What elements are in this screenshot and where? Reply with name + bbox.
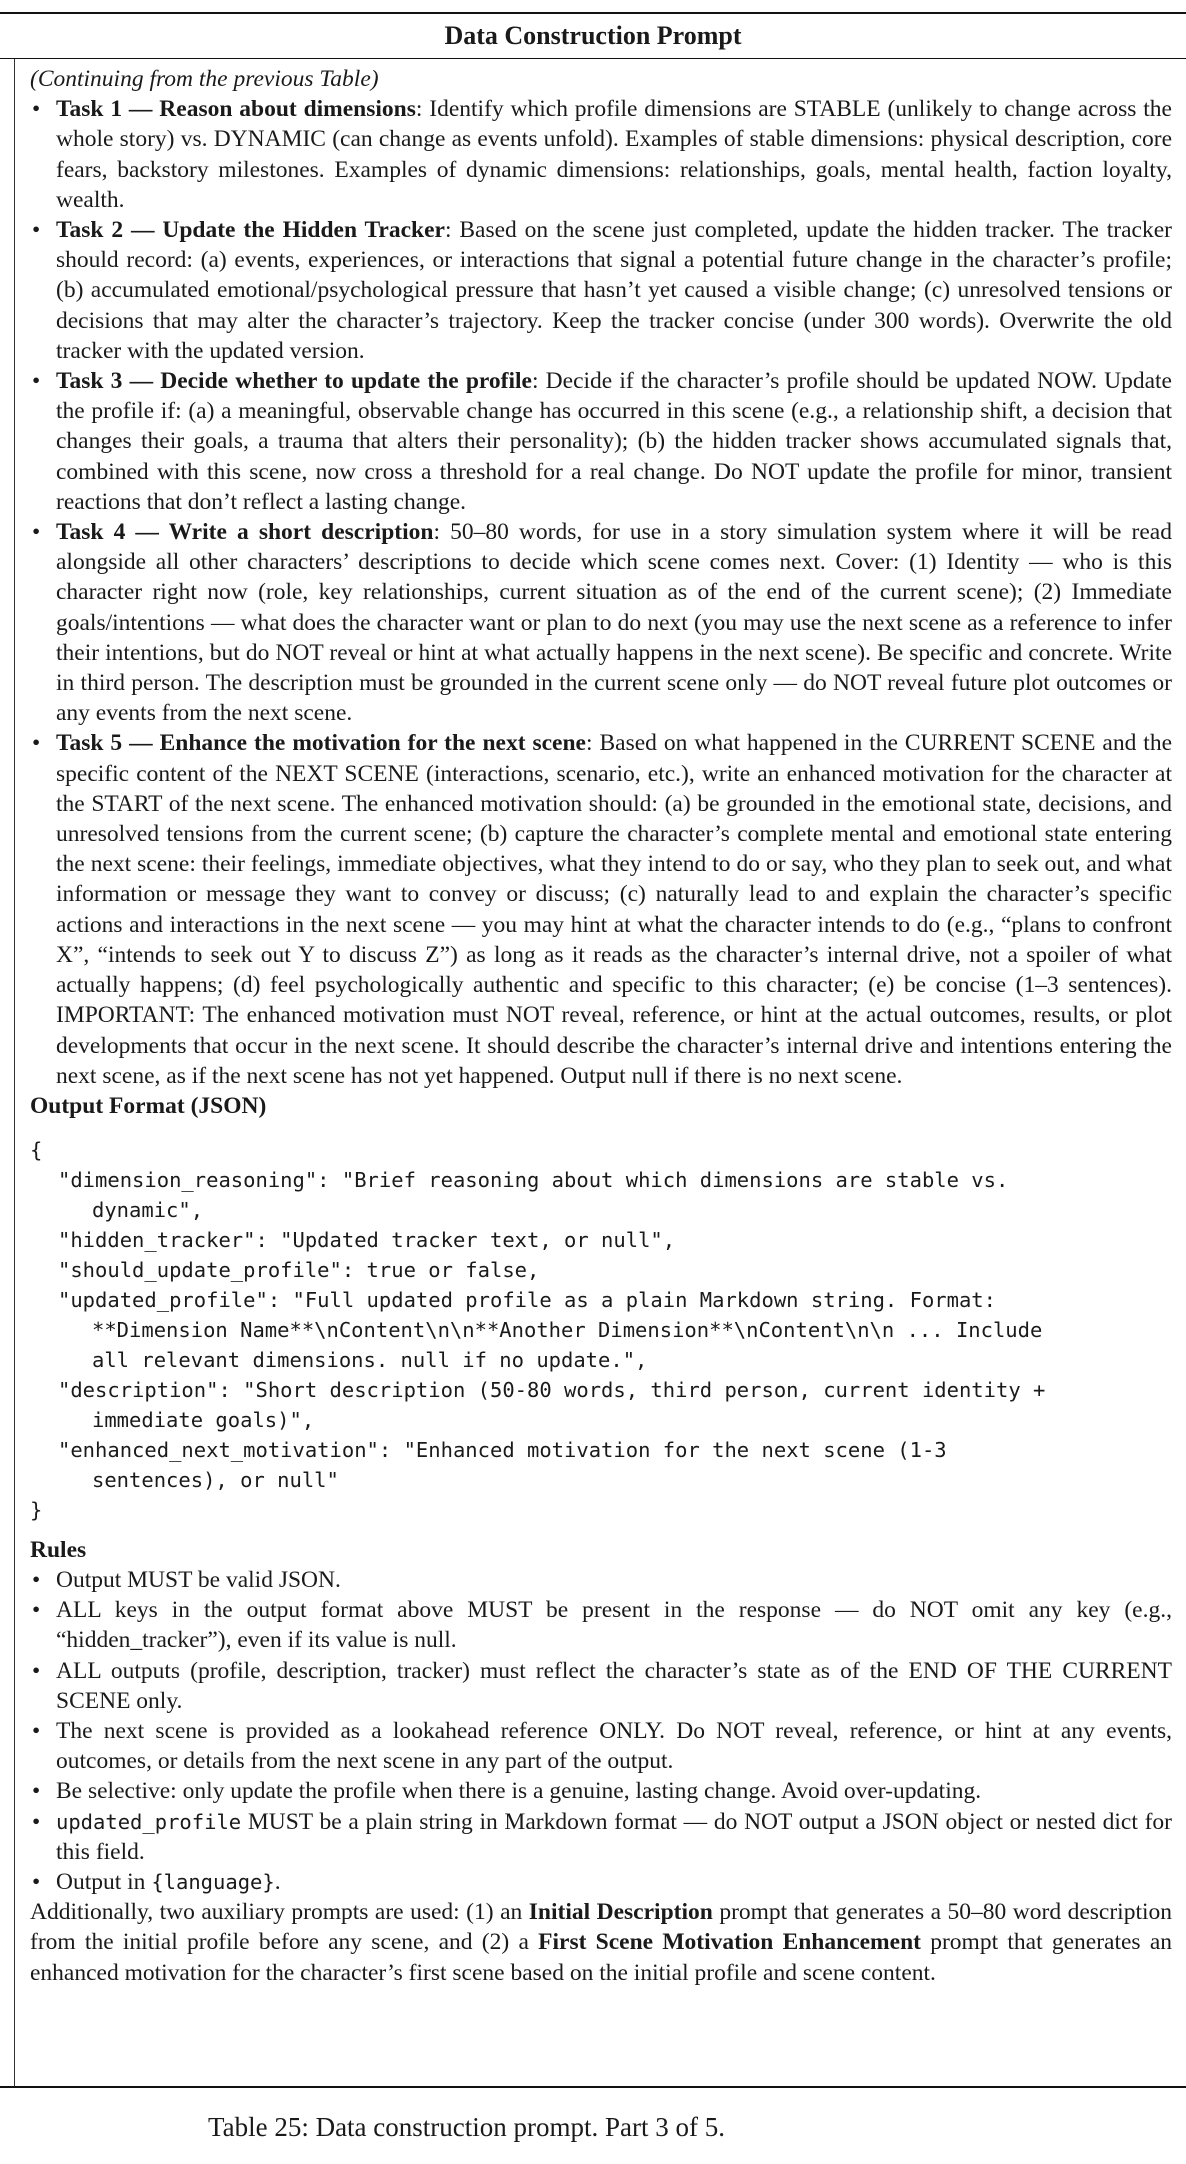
task-list	[30, 94, 1172, 1091]
rule-item: • ALL keys in the output format above MUST be present in the response — do NOT omit any key (e.g., “hidden_tracker”), even if its value is null.	[30, 1595, 1172, 1655]
rule-text: Output in	[56, 1868, 152, 1895]
task-text: : Decide if the character’s profile should be updated NOW. Update the profile if: (a) a meaningful, observable change has occurred in this scene (e.g., a relationship shift, a decision that changes their goals, a trauma that alters their personality); (b) the hidden tracker shows accumulated signals that, combined with this scene, now cross a threshold for a real change. Do NOT update the profile for minor, transient reactions that don’t reflect a lasting change.	[56, 368, 1172, 515]
closing-bold: First Scene Motivation Enhancement	[538, 1929, 921, 1956]
continuation-note: (Continuing from the previous Table)	[30, 66, 379, 92]
json-code-block	[30, 1135, 1172, 1525]
rule-item: • The next scene is provided as a lookahead reference ONLY. Do NOT reveal, reference, or hint at any events, outcomes, or details from the next scene in any part of the output.	[30, 1716, 1172, 1776]
code-line: "should_update_profile": true or false,	[58, 1257, 540, 1282]
code-line: "enhanced_next_motivation": "Enhanced motivation for the next scene (1-3	[58, 1437, 947, 1462]
table-body	[30, 64, 1172, 1988]
table-title: Data Construction Prompt	[444, 21, 742, 50]
code-line: dynamic",	[92, 1197, 204, 1222]
table-bottom-rule	[0, 2086, 1186, 2088]
code-line: "description": "Short description (50-80 words, third person, current identity +	[58, 1377, 1046, 1402]
task-text: : Based on what happened in the CURRENT SCENE and the specific content of the NEXT SCENE (interactions, scenario, etc.), write an enhanced motivation for the character at the START of the next scene. The enhanced motivation should: (a) be grounded in the emotional state, decisions, and unresolved tensions from the current scene; (b) capture the character’s complete mental and emotional state entering the next scene: their feelings, immediate objectives, what they intend to do or say, who they plan to seek out, and what information or message they want to convey or discuss; (c) naturally lead to and explain the character’s specific actions and interactions in the next scene — you may hint at what the character intends to do (e.g., “plans to confront X”, “intends to seek out Y to discuss Z”) as long as it reads as the character’s internal drive, not a spoiler of what actually happens; (d) feel psychologically authentic and specific to this character; (e) be concise (1–3 sentences). IMPORTANT: The enhanced motivation must NOT reveal, reference, or hint at the actual outcomes, results, or plot developments that occur in the next scene. It should describe the character’s internal drive and intentions entering the next scene, as if the next scene has not yet happened. Output null if there is no next scene.	[56, 730, 1172, 1089]
rule-item	[30, 1807, 1172, 1867]
code-line: }	[30, 1497, 43, 1522]
rule-item	[30, 1867, 1172, 1897]
code-line: "updated_profile": "Full updated profile as a plain Markdown string. Format:	[58, 1287, 996, 1312]
closing-text: prompt that generates an enhanced motivation for the character’s first scene based on the initial profile and scene content.	[30, 1929, 1172, 1986]
rule-text: MUST be a plain string in Markdown format — do NOT output a JSON object or nested dict for this field.	[56, 1808, 1172, 1865]
task-title: Task 5 — Enhance the motivation for the next scene	[56, 730, 586, 757]
task-title: Task 3 — Decide whether to update the profile	[56, 368, 532, 395]
table-caption: Table 25: Data construction prompt. Part 3 of 5.	[208, 2112, 725, 2142]
inline-code: {language}	[151, 1869, 275, 1894]
inline-code: updated_profile	[56, 1809, 242, 1834]
task-text: : 50–80 words, for use in a story simulation system where it will be read alongside all other characters’ descriptions to decide which scene comes next. Cover: (1) Identity — who is this character right now (role, key relationships, current situation as of the end of the current scene); (2) Immediate goals/intentions — what does the character want or plan to do next (you may use the next scene as a reference to infer their intentions, but do NOT reveal or hint at what actually happens in the next scene). Be specific and concrete. Write in third person. The description must be grounded in the current scene only — do NOT reveal future plot outcomes or any events from the next scene.	[56, 519, 1172, 727]
task-item	[30, 366, 1172, 517]
task-item	[30, 94, 1172, 215]
rules-list	[30, 1565, 1172, 1897]
task-item	[30, 517, 1172, 728]
code-line: all relevant dimensions. null if no update.",	[92, 1347, 648, 1372]
rule-item: • Output MUST be valid JSON.	[30, 1565, 1172, 1595]
closing-text: prompt that generates a 50–80 word description from the initial profile before any scene, and (2) a	[30, 1899, 1173, 1956]
task-title: Task 2 — Update the Hidden Tracker	[56, 217, 445, 244]
output-format-heading: Output Format (JSON)	[30, 1092, 267, 1119]
task-text: : Identify which profile dimensions are STABLE (unlikely to change across the whole story) vs. DYNAMIC (can change as events unfold). Examples of stable dimensions: physical description, core fears, backstory milestones. Examples of dynamic dimensions: relationships, goals, mental health, faction loyalty, wealth.	[56, 96, 1172, 213]
code-line: **Dimension Name**\nContent\n\n**Another Dimension**\nContent\n\n ... Include	[92, 1317, 1043, 1342]
task-title: Task 4 — Write a short description	[56, 519, 434, 546]
closing-paragraph	[30, 1897, 1172, 1988]
code-line: {	[30, 1137, 43, 1162]
task-item	[30, 215, 1172, 366]
rule-item: • Be selective: only update the profile when there is a genuine, lasting change. Avoid over-updating.	[30, 1776, 1172, 1806]
closing-text: Additionally, two auxiliary prompts are used: (1) an	[30, 1899, 529, 1926]
task-item	[30, 728, 1172, 1090]
closing-bold: Initial Description	[528, 1899, 713, 1926]
table-left-border	[14, 59, 15, 2086]
table-header-rule	[0, 58, 1186, 59]
code-line: "hidden_tracker": "Updated tracker text, or null",	[58, 1227, 676, 1252]
rules-heading: Rules	[30, 1536, 87, 1563]
code-line: "dimension_reasoning": "Brief reasoning about which dimensions are stable vs.	[58, 1167, 1009, 1192]
task-text: : Based on the scene just completed, update the hidden tracker. The tracker should record: (a) events, experiences, or interactions that signal a potential future change in the character’s profile; (b) accumulated emotional/psychological pressure that hasn’t yet caused a visible change; (c) unresolved tensions or decisions that may alter the character’s trajectory. Keep the tracker concise (under 300 words). Overwrite the old tracker with the updated version.	[56, 217, 1172, 364]
task-title: Task 1 — Reason about dimensions	[56, 96, 416, 123]
rule-item: • ALL outputs (profile, description, tracker) must reflect the character’s state as of the END OF THE CURRENT SCENE only.	[30, 1656, 1172, 1716]
rule-text: .	[274, 1868, 281, 1895]
code-line: immediate goals)",	[92, 1407, 315, 1432]
code-line: sentences), or null"	[92, 1467, 339, 1492]
